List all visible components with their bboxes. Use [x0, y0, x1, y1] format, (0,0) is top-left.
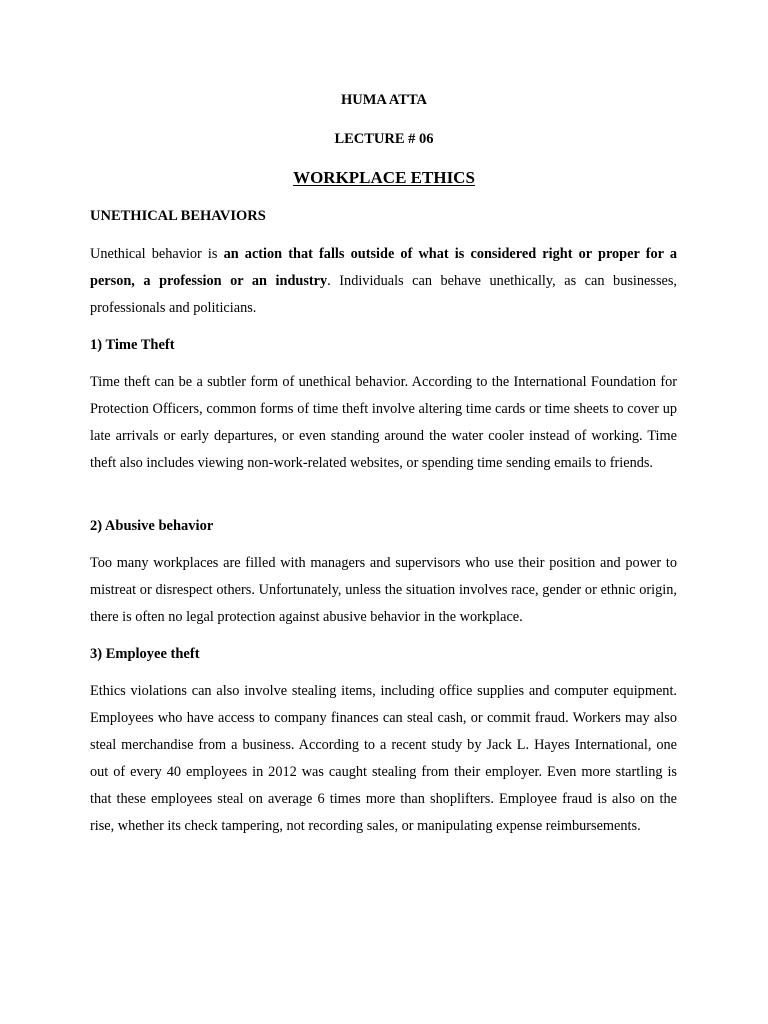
lecture-number: LECTURE # 06	[334, 131, 434, 147]
intro-rest: . Individuals can behave unethically, as can businesses, professionals and politicians.	[90, 273, 677, 316]
item-paragraph-abusive-behavior: Too many workplaces are filled with managers and supervisors who use their position and power to mistreat or disrespect others. Unfortunately, unless the situation involves race, gender or ethnic origin, there is often no legal protection against abusive behavior in the workplace.	[90, 555, 677, 625]
intro-paragraph	[90, 241, 677, 322]
intro-definition: an action that falls outside of what is considered right or proper for a person, a profession or an industry	[90, 246, 677, 289]
item-heading-time-theft: 1) Time Theft	[90, 337, 175, 353]
intro-lead: Unethical behavior is	[90, 246, 224, 262]
author-name: HUMA ATTA	[340, 92, 428, 108]
item-heading-employee-theft: 3) Employee theft	[90, 646, 200, 662]
document-title: WORKPLACE ETHICS	[293, 168, 475, 187]
item-paragraph-employee-theft: Ethics violations can also involve stealing items, including office supplies and computer equipment. Employees who have access to company finances can steal cash, or commit fraud. Workers may also steal merchandise from a business. According to a recent study by Jack L. Hayes International, one out of every 40 employees in 2012 was caught stealing from their employer. Even more startling is that these employees steal on average 6 times more than shoplifters. Employee fraud is also on the rise, whether its check tampering, not recording sales, or manipulating expense reimbursements.	[90, 683, 677, 834]
section-heading: UNETHICAL BEHAVIORS	[90, 208, 266, 224]
item-paragraph-time-theft: Time theft can be a subtler form of unethical behavior. According to the International Foundation for Protection Officers, common forms of time theft involve altering time cards or time sheets to cover up late arrivals or early departures, or even standing around the water cooler instead of working. Time theft also includes viewing non-work-related websites, or spending time sending emails to friends.	[90, 374, 677, 471]
item-heading-abusive-behavior: 2) Abusive behavior	[90, 518, 214, 534]
